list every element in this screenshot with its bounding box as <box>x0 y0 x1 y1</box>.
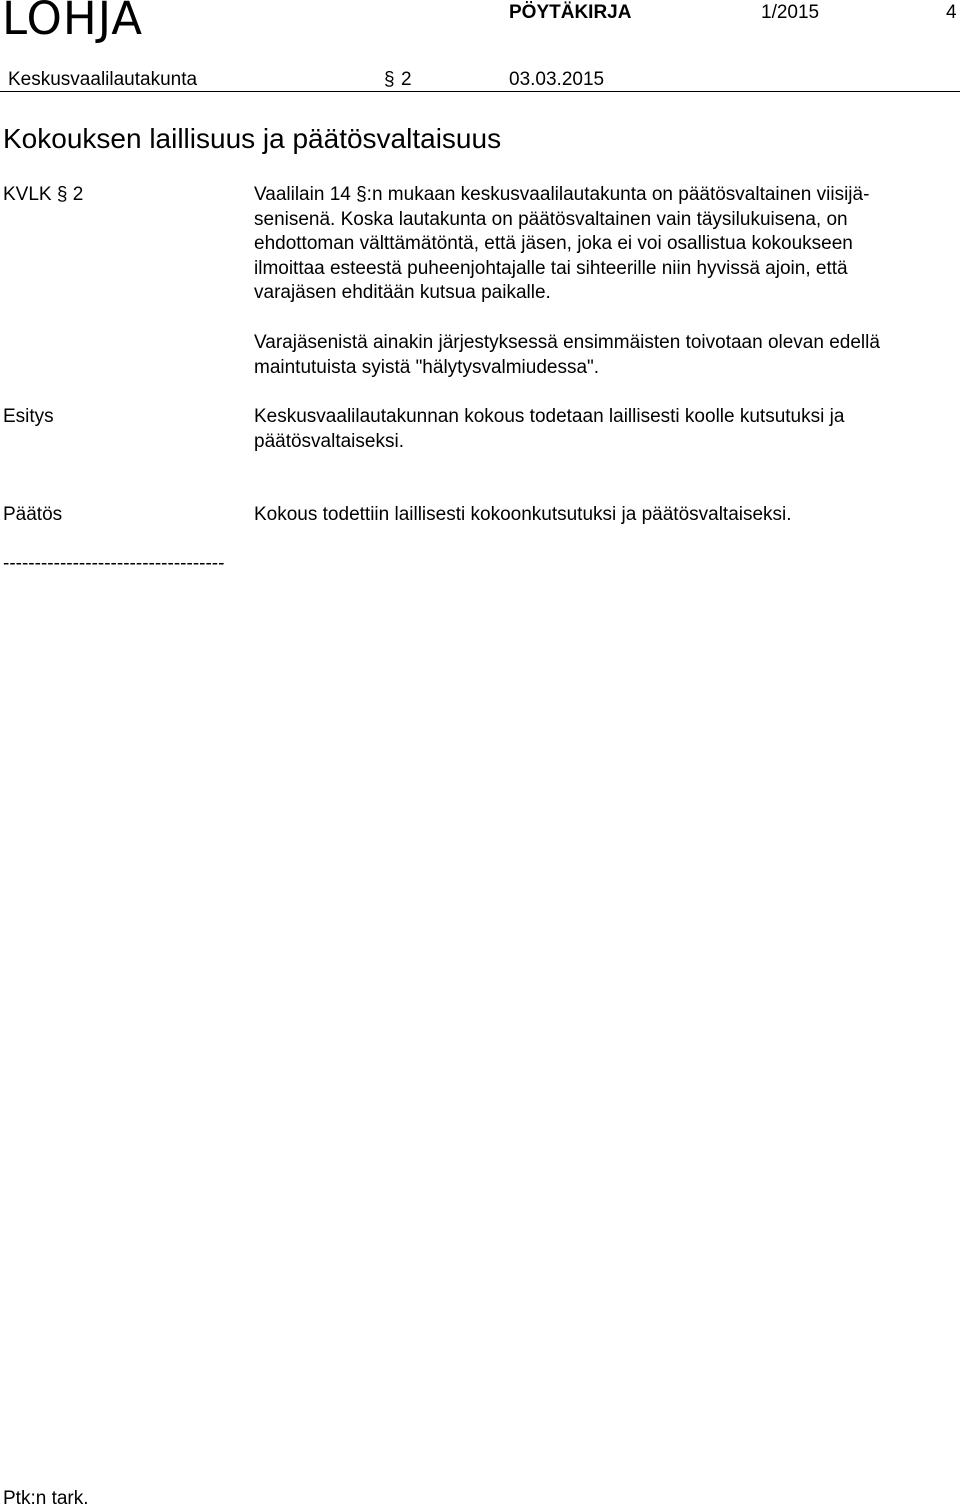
proposal-text <box>254 405 960 454</box>
document-type: PÖYTÄKIRJA <box>509 2 632 23</box>
document-number: 1/2015 <box>761 2 820 23</box>
page-title: Kokouksen laillisuus ja päätösvaltaisuus <box>3 123 502 154</box>
item-code <box>3 183 83 208</box>
paragraph-line: varajäsen ehditään kutsua paikalle. <box>254 282 551 303</box>
item-code-label: KVLK <box>3 184 52 205</box>
item-paragraph-2 <box>254 331 960 380</box>
paragraph-line: Keskusvaalilautakunnan kokous todetaan laillisesti koolle kutsutuksi ja <box>254 406 845 427</box>
header-divider <box>0 91 960 92</box>
paragraph-line: ilmoittaa esteestä puheenjohtajalle tai sihteerille niin hyvissä ajoin, että <box>254 257 848 279</box>
paragraph-line: päätösvaltaiseksi. <box>254 430 404 452</box>
decision-label: Päätös <box>3 504 63 525</box>
paragraph-line: maintutuista syistä "hälytysvalmiudessa". <box>254 356 600 378</box>
item-section-mark: § <box>56 184 68 205</box>
lohja-logo: LOHJA <box>2 0 143 45</box>
dashed-separator: ----------------------------------- <box>3 553 225 574</box>
minutes-checker-label: Ptk:n tark. <box>3 1488 89 1509</box>
paragraph-line: ehdottoman välttämätöntä, että jäsen, joka ei voi osallistua kokoukseen <box>254 233 853 254</box>
item-paragraph-1 <box>254 183 960 306</box>
paragraph-line: senisenä. Koska lautakunta on päätösvaltainen vain täysilukuisena, on <box>254 208 848 230</box>
page-number: 4 <box>946 2 957 23</box>
meeting-date: 03.03.2015 <box>509 69 605 90</box>
section-number: 2 <box>401 69 412 90</box>
board-name: Keskusvaalilautakunta <box>8 69 198 90</box>
proposal-label: Esitys <box>3 406 54 427</box>
paragraph-line: Vaalilain 14 §:n mukaan keskusvaalilautakunta on päätösvaltainen viisijä- <box>254 184 870 205</box>
item-number: 2 <box>72 184 84 205</box>
paragraph-line: Varajäsenistä ainakin järjestyksessä ensimmäisten toivotaan olevan edellä <box>254 332 880 353</box>
section-mark: § <box>384 69 395 90</box>
decision-text: Kokous todettiin laillisesti kokoonkutsutuksi ja päätösvaltaiseksi. <box>254 504 792 525</box>
